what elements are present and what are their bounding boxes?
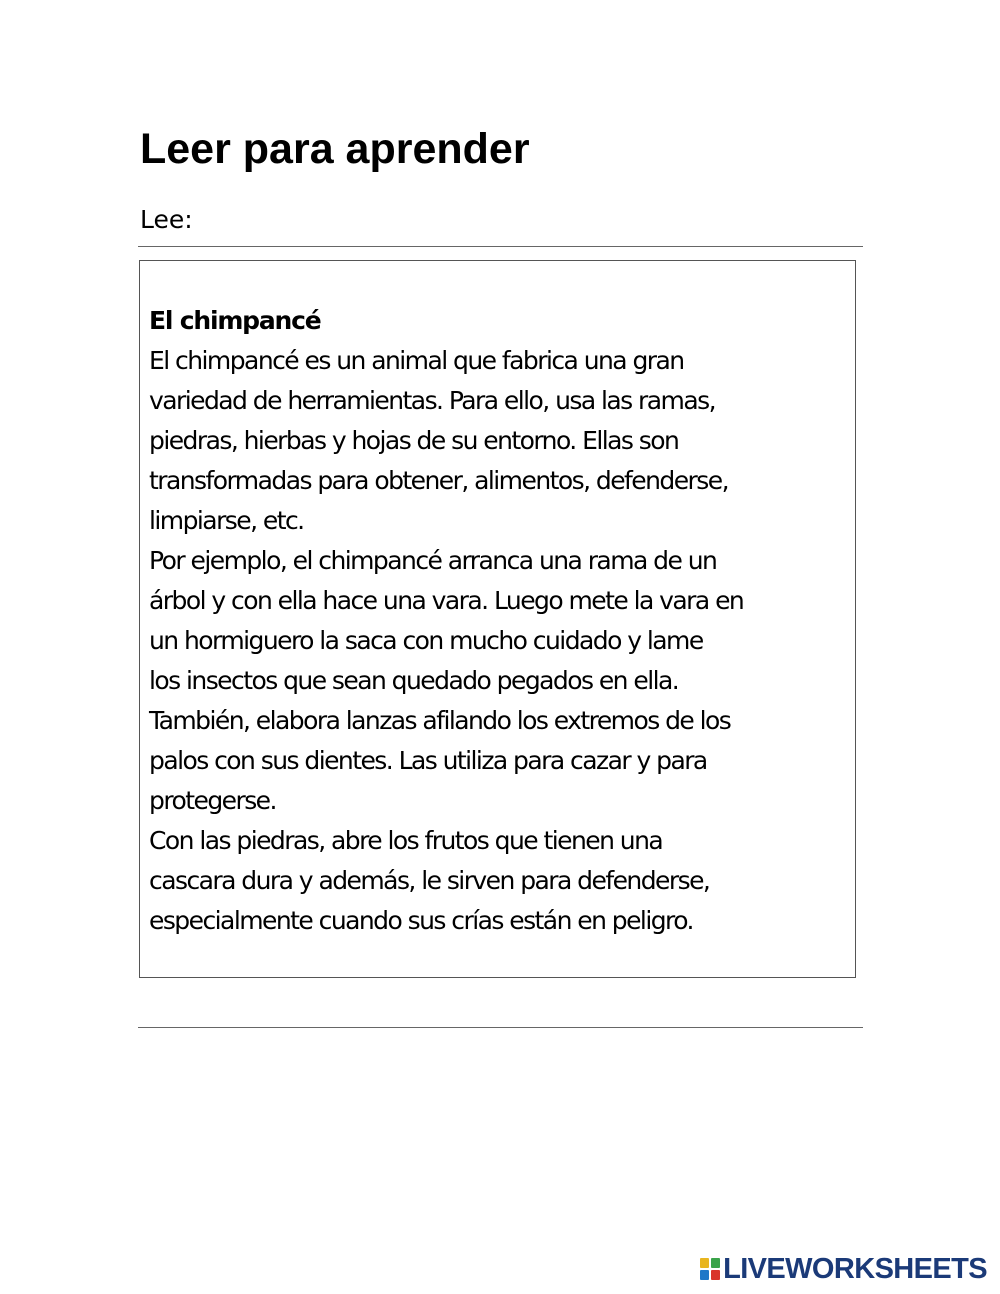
logo-square-bl	[700, 1270, 709, 1280]
reading-line: El chimpancé es un animal que fabrica una gran	[149, 346, 684, 375]
reading-line: También, elabora lanzas afilando los extremos de los	[149, 706, 731, 735]
top-divider	[138, 246, 863, 247]
liveworksheets-logo-icon	[700, 1258, 720, 1280]
reading-line: árbol y con ella hace una vara. Luego mete la vara en	[149, 586, 744, 615]
reading-line: limpiarse, etc.	[149, 506, 304, 535]
reading-line: palos con sus dientes. Las utiliza para cazar y para	[149, 746, 707, 775]
reading-line: transformadas para obtener, alimentos, defenderse,	[149, 466, 728, 495]
page-title: Leer para aprender	[140, 125, 530, 173]
reading-line: especialmente cuando sus crías están en peligro.	[149, 906, 693, 935]
logo-square-tl	[700, 1258, 709, 1268]
logo-square-tr	[711, 1258, 720, 1268]
liveworksheets-brand[interactable]	[700, 1251, 987, 1287]
reading-line: un hormiguero la saca con mucho cuidado y lame	[149, 626, 703, 655]
reading-line: Con las piedras, abre los frutos que tienen una	[149, 826, 663, 855]
reading-box	[139, 260, 856, 978]
reading-line: los insectos que sean quedado pegados en ella.	[149, 666, 679, 695]
instruction-label: Lee:	[140, 205, 193, 234]
logo-square-br	[711, 1270, 720, 1280]
bottom-divider	[138, 1027, 863, 1028]
reading-line: cascara dura y además, le sirven para defenderse,	[149, 866, 710, 895]
reading-line: piedras, hierbas y hojas de su entorno. Ellas son	[149, 426, 679, 455]
reading-line: Por ejemplo, el chimpancé arranca una rama de un	[149, 546, 717, 575]
reading-line: protegerse.	[149, 786, 276, 815]
reading-text	[149, 301, 855, 941]
reading-line: variedad de herramientas. Para ello, usa las ramas,	[149, 386, 715, 415]
reading-title: El chimpancé	[149, 306, 321, 335]
brand-name: LIVEWORKSHEETS	[723, 1253, 987, 1285]
